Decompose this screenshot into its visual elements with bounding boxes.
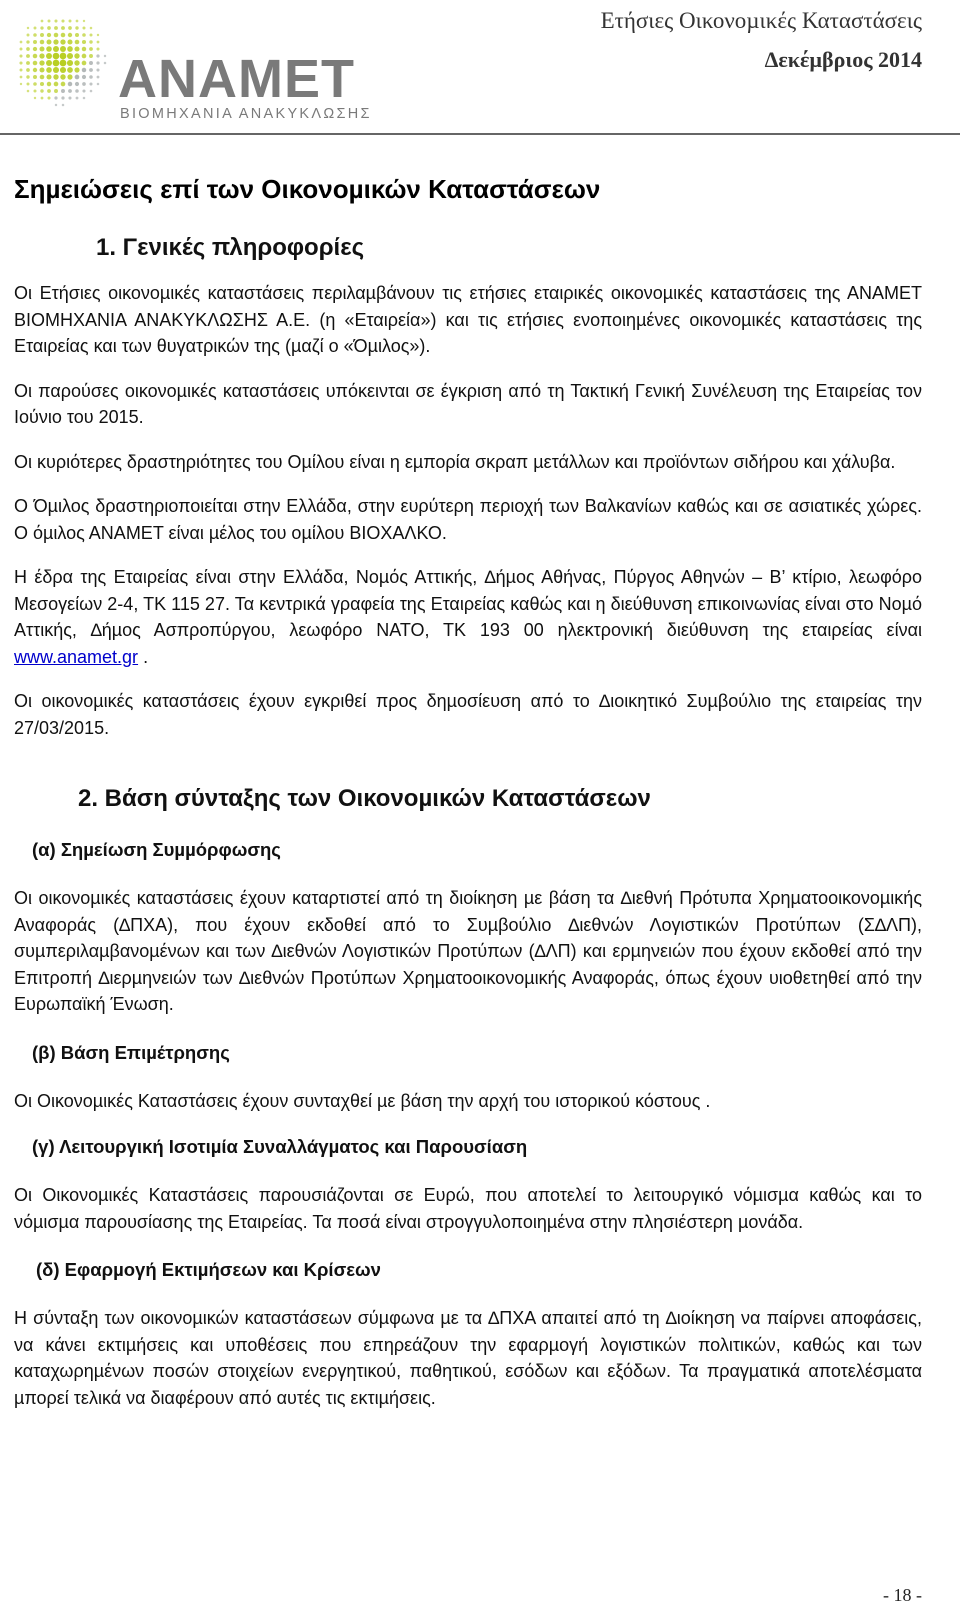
- paragraph-overview: Οι Ετήσιες οικονοµικές καταστάσεις περιλαµβάνουν τις ετήσιες εταιρικές οικονοµικές καταστάσεις της ΑΝΑΜΕΤ ΒΙΟΜΗΧΑΝΙΑ ΑΝΑΚΥΚΛΩΣΗΣ Α.Ε. (η «Εταιρεία») και τις ετήσιες ενοποιηµένες οικονοµικές καταστάσεις της Εταιρείας και των θυγατρικών της (µαζί ο «Όµιλος»).: [14, 283, 922, 356]
- subsection-a-heading: (α) Σηµείωση Συµµόρφωσης: [32, 839, 281, 860]
- logo-wordmark: ΑΝΑΜΕΤ: [118, 49, 355, 109]
- section-2-heading: 2. Βάση σύνταξης των Οικονοµικών Καταστάσεων: [78, 785, 651, 812]
- paragraph-measurement: Οι Οικονοµικές Καταστάσεις έχουν συνταχθεί µε βάση την αρχή του ιστορικού κόστους .: [14, 1090, 711, 1111]
- page-title: Σηµειώσεις επί των Οικονοµικών Καταστάσεων: [14, 174, 601, 204]
- paragraph-geography: Ο Όµιλος δραστηριοποιείται στην Ελλάδα, στην ευρύτερη περιοχή των Βαλκανίων καθώς και σε ασιατικές χώρες. Ο όµιλος ΑΝΑΜΕΤ είναι µέλος του οµίλου ΒΙΟΧΑΛΚΟ.: [14, 496, 922, 543]
- subsection-b-heading: (β) Βάση Επιµέτρησης: [32, 1041, 230, 1063]
- subsection-d-heading: (δ) Εφαρµογή Εκτιµήσεων και Κρίσεων: [36, 1259, 381, 1280]
- page-number: - 18 -: [883, 1585, 922, 1605]
- document-body: [14, 150, 922, 1411]
- paragraph-approval-agm: Οι παρούσες οικονοµικές καταστάσεις υπόκεινται σε έγκριση από τη Τακτική Γενική Συνέλευση της Εταιρείας τον Ιούνιο του 2015.: [14, 380, 922, 427]
- document-date: ∆εκέµβριος 2014: [764, 47, 922, 72]
- section-1-heading: 1. Γενικές πληροφορίες: [96, 234, 365, 261]
- header-divider: [0, 133, 960, 135]
- paragraph-estimates: Η σύνταξη των οικονοµικών καταστάσεων σύµφωνα µε τα ∆ΠΧΑ απαιτεί από τη ∆ιοίκηση να παίρνει αποφάσεις, να κάνει εκτιµήσεις και υποθέσεις που επηρεάζουν την εφαρµογή λογιστικών πολιτικών, καθώς και των καταχωρηµένων ποσών στοιχείων ενεργητικού, παθητικού, εσόδων και εξόδων. Τα πραγµατικά αποτελέσµατα µπορεί τελικά να διαφέρουν από αυτές τις εκτιµήσεις.: [14, 1308, 922, 1408]
- subsection-c-heading: (γ) Λειτουργική Ισοτιµία Συναλλάγµατος και Παρουσίαση: [32, 1136, 528, 1157]
- document-title: Ετήσιες Οικονοµικές Καταστάσεις: [600, 8, 922, 33]
- page-header: [0, 0, 960, 135]
- paragraph-board-approval: Οι οικονοµικές καταστάσεις έχουν εγκριθεί προς δηµοσίευση από το ∆ιοικητικό Συµβούλιο της εταιρείας την 27/03/2015.: [14, 691, 922, 738]
- paragraph-compliance: Οι οικονοµικές καταστάσεις έχουν καταρτιστεί από τη διοίκηση µε βάση τα ∆ιεθνή Πρότυπα Χρηµατοοικονοµικής Αναφοράς (∆ΠΧΑ), που έχουν εκδοθεί από το Συµβούλιο ∆ιεθνών Λογιστικών Προτύπων (Σ∆ΛΠ), συµπεριλαµβανοµένων και των ∆ιεθνών Λογιστικών Προτύπων (∆ΛΠ) και ερµηνειών που έχουν εκδοθεί από την Επιτροπή ∆ιερµηνειών των ∆ιεθνών Προτύπων Χρηµατοοικονοµικής Αναφοράς, όπως έχουν υιοθετηθεί από την Ευρωπαϊκή Ένωση.: [14, 888, 922, 1014]
- headquarters-text: Η έδρα της Εταιρείας είναι στην Ελλάδα, Νοµός Αττικής, ∆ήµος Αθήνας, Πύργος Αθηνών – Β’ κτίριο, λεωφόρο Μεσογείων 2-4, ΤΚ 115 27. Τα κεντρικά γραφεία της Εταιρείας καθώς και η διεύθυνση επικοινωνίας είναι στο Νοµό Αττικής, ∆ήµος Ασπροπύργου, λεωφόρο ΝΑΤΟ, ΤΚ 193 00 ηλεκτρονική διεύθυνση της εταιρείας είναι: [14, 567, 922, 640]
- headquarters-end: .: [138, 646, 149, 667]
- paragraph-currency: Οι Οικονοµικές Καταστάσεις παρουσιάζονται σε Ευρώ, που αποτελεί το λειτουργικό νόµισµα καθώς και το νόµισµα παρουσίασης της Εταιρείας. Τα ποσά είναι στρογγυλοποιηµένα στην πλησιέστερη µονάδα.: [14, 1185, 922, 1232]
- logo-subtitle: ΒΙΟΜΗΧΑΝΙΑ ΑΝΑΚΥΚΛΩΣΗΣ: [120, 106, 372, 122]
- logo-globe-icon: [8, 8, 118, 120]
- paragraph-activities: Οι κυριότερες δραστηριότητες του Οµίλου είναι η εµπορία σκραπ µετάλλων και προϊόντων σιδήρου και χάλυβα.: [14, 451, 896, 472]
- paragraph-headquarters: [14, 564, 922, 670]
- company-logo: [8, 8, 378, 120]
- document-info: [601, 4, 922, 82]
- company-website-link[interactable]: www.anamet.gr: [14, 646, 139, 667]
